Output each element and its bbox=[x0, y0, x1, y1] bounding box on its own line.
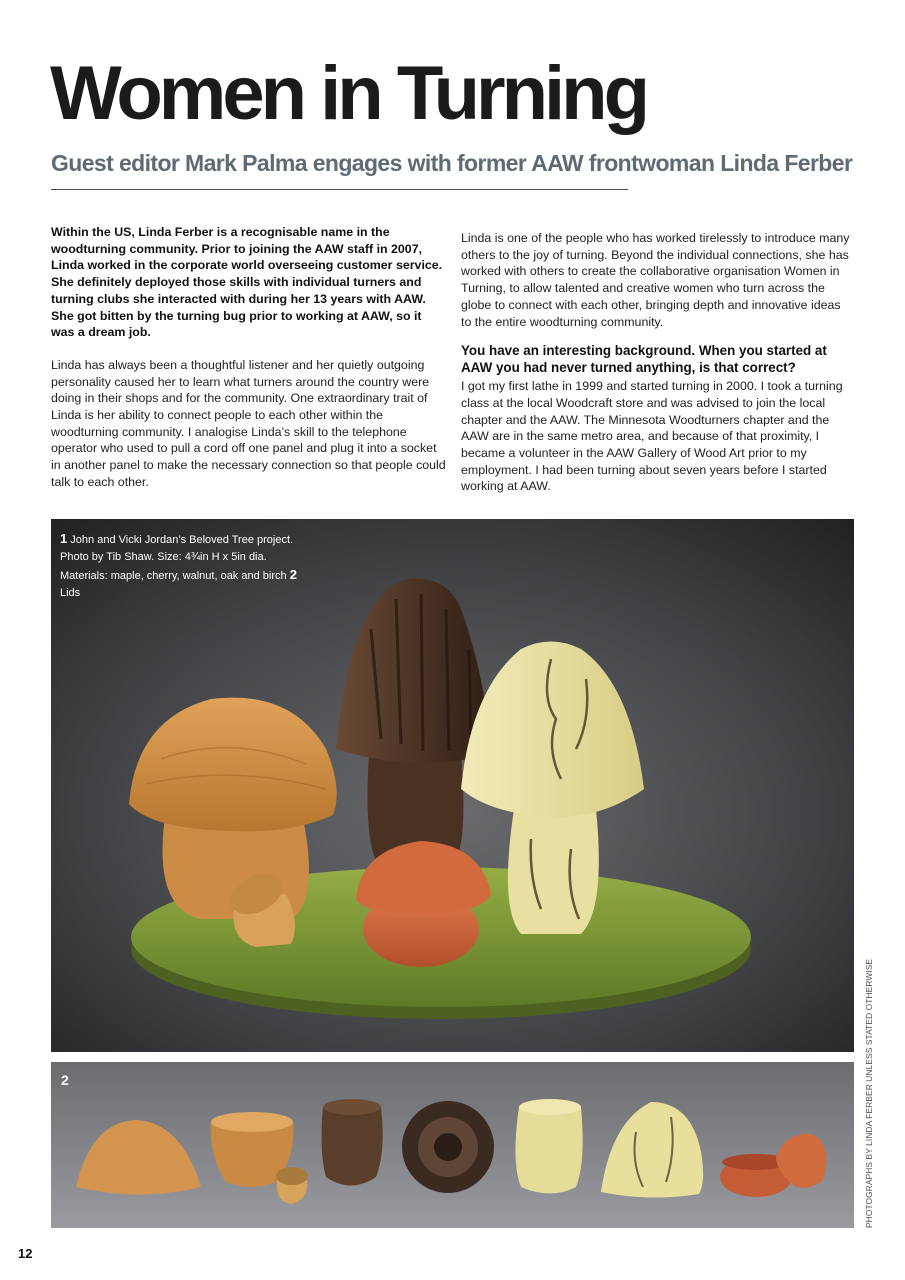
caption-text-2: Lids bbox=[60, 587, 81, 599]
photo-lids-row bbox=[51, 1062, 854, 1228]
photo-caption bbox=[60, 530, 310, 602]
body-paragraph-right: Linda is one of the people who has worked tirelessly to introduce many others to the joy of turning. Beyond the individual connections, she has worked with others to create the collaborative organisation Women in Turning, to allow talented and creative women who turn across the globe to connect with each other, bringing depth and innovative ideas to the entire woodturning community. bbox=[461, 231, 850, 329]
left-column bbox=[51, 224, 447, 491]
article-subtitle: Guest editor Mark Palma engages with former AAW frontwoman Linda Ferber bbox=[51, 150, 853, 176]
photo-number-2: 2 bbox=[61, 1072, 69, 1088]
photo-credit: PHOTOGRAPHS BY LINDA FERBER UNLESS STATED OTHERWISE bbox=[864, 958, 874, 1228]
caption-number-1: 1 bbox=[60, 531, 68, 546]
page-number: 12 bbox=[18, 1246, 33, 1261]
interview-answer: I got my first lathe in 1999 and started turning in 2000. I took a turning class at the local Woodcraft store and was advised to join the local chapter and the AAW. The Minnesota Woodturners chapter and the AAW are in the same metro area, and because of that proximity, I became a volunteer in the AAW Gallery of Wood Art prior to my employment. I had been turning about seven years before I started working at AAW. bbox=[461, 379, 843, 494]
right-column bbox=[461, 230, 853, 495]
title-rule bbox=[51, 189, 628, 190]
article-title: Women in Turning bbox=[50, 51, 646, 136]
body-paragraph-left: Linda has always been a thoughtful listener and her quietly outgoing personality caused her to learn what turners around the country were doing in their shops and for the community. One extraordinary trait of Linda is her ability to connect people to each other within the woodturning community. I analogise Linda’s skill to the telephone operator who used to pull a cord off one panel and plug it into a socket in another panel to make the necessary connection so that people could talk to each other. bbox=[51, 357, 446, 489]
intro-paragraph: Within the US, Linda Ferber is a recognisable name in the woodturning community. Prior to joining the AAW staff in 2007, Linda worked in the corporate world overseeing customer service. She definitely deployed those skills with individual turners and turning clubs she interacted with during her 13 years with AAW. She got bitten by the turning bug prior to working at AAW, so it was a dream job. bbox=[51, 225, 443, 340]
interview-question: You have an interesting background. When you started at AAW you had never turned anything, is that correct? bbox=[461, 343, 827, 376]
caption-number-2: 2 bbox=[289, 567, 297, 582]
caption-text-1: John and Vicki Jordan’s Beloved Tree project. Photo by Tib Shaw. Size: 4¾in H x 5in dia. Materials: maple, cherry, walnut, oak and birch bbox=[60, 534, 294, 582]
